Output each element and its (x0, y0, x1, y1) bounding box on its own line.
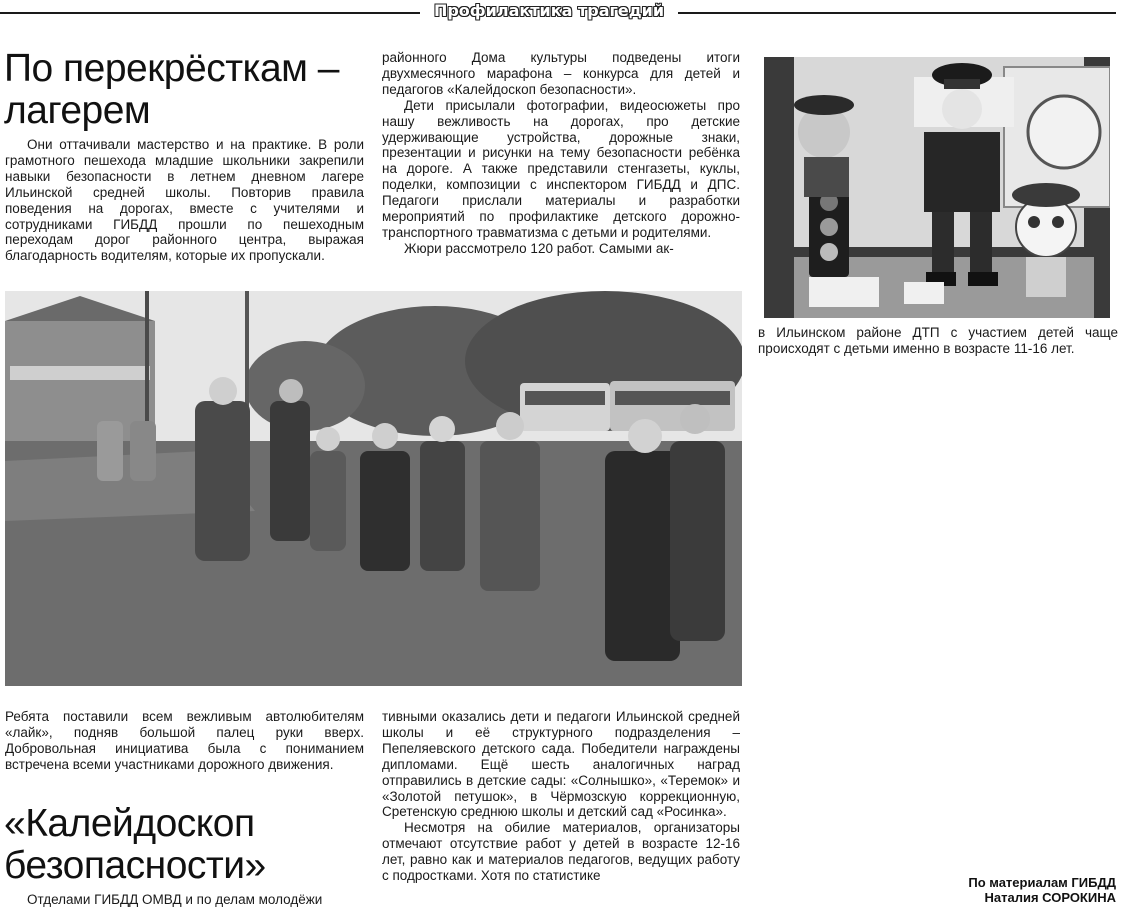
article1-lead (5, 137, 364, 264)
article1-headline-line1: По перекрёсткам – (4, 47, 339, 90)
byline-author: Наталия СОРОКИНА (984, 890, 1116, 905)
article2-column2-bottom (382, 709, 740, 884)
article2-headline-line1: «Калейдоскоп (4, 802, 255, 845)
article2-headline-line2: безопасности» (4, 844, 266, 887)
article2-lead-text: Отделами ГИБДД ОМВД и по делам молодёжи (27, 892, 323, 907)
article2-col2b-p2: Несмотря на обилие материалов, организаторы отмечают отсутствие работ у детей в возрасте 12-16 лет, равно как и материалов педагогов, ведущих работу с подростками. Хотя по статистике (382, 820, 740, 884)
article2-headline (4, 803, 374, 887)
article2-col2-p1: районного Дома культуры подведены итоги двухмесячного марафона – конкурса для детей и педагогов «Калейдоскоп безопасности». (382, 50, 740, 97)
rubric-title: Профилактика трагедий (433, 1, 665, 20)
article2-col2-p2: Дети присылали фотографии, видеосюжеты про нашу вежливость на дорогах, про детские удерживающие устройства, дорожные знаки, презентации и рисунки на тему безопасности ребёнка на дороге. А также представили стенгазеты, куклы, поделки, композиции с инспектором ГИБДД и ДПС. Педагоги прислали материалы и разработки мероприятий по профилактике детского дорожно-транспортного травматизма с детьми и родителями. (382, 97, 740, 240)
dolls-exhibit-image (764, 57, 1110, 318)
article2-col3-text: в Ильинском районе ДТП с участием детей чаще происходят с детьми именно в возрасте 11-16 лет. (758, 325, 1118, 356)
article1-headline-line2: лагерем (4, 89, 151, 132)
rubric-rule-right (678, 12, 1116, 14)
article2-column3 (758, 325, 1118, 357)
byline-source: По материалам ГИБДД (968, 875, 1116, 890)
crosswalk-photo (5, 291, 742, 686)
article2-lead (5, 892, 364, 908)
article1-continued-text: Ребята поставили всем вежливым автолюбителям «лайк», подняв большой палец руки вверх. Добровольная инициатива была с пониманием встречена всеми участниками дорожного движения. (5, 709, 364, 772)
byline (968, 875, 1116, 905)
article1-continued (5, 709, 364, 773)
article1-lead-text: Они оттачивали мастерство и на практике. В роли грамотного пешехода младшие школьники закрепили навыки безопасности в летнем дневном лагере Ильинской средней школы. Повторив правила поведения на дорогах, вместе с учителями и сотрудниками ГИБДД прошли по пешеходным переходам дорог районного центра, выражая благодарность водителям, которые их пропускали. (5, 137, 364, 264)
article2-col2b-p1: тивными оказались дети и педагоги Ильинской средней школы и её структурного подразделения – Пепеляевского детского сада. Победители награждены дипломами. Ещё шесть аналогичных наград отправились в детские сады: «Солнышко», «Теремок» и «Золотой петушок», в Чёрмозскую коррекционную, Сретенскую среднюю школы и детский сад «Росинка». (382, 709, 740, 820)
dolls-exhibit-photo (764, 57, 1110, 318)
rubric-rule-left (0, 12, 420, 14)
crosswalk-image (5, 291, 742, 686)
article1-headline (4, 48, 374, 132)
article2-col2-p3: Жюри рассмотрело 120 работ. Самыми ак- (404, 240, 674, 256)
article2-column2-top (382, 50, 740, 257)
